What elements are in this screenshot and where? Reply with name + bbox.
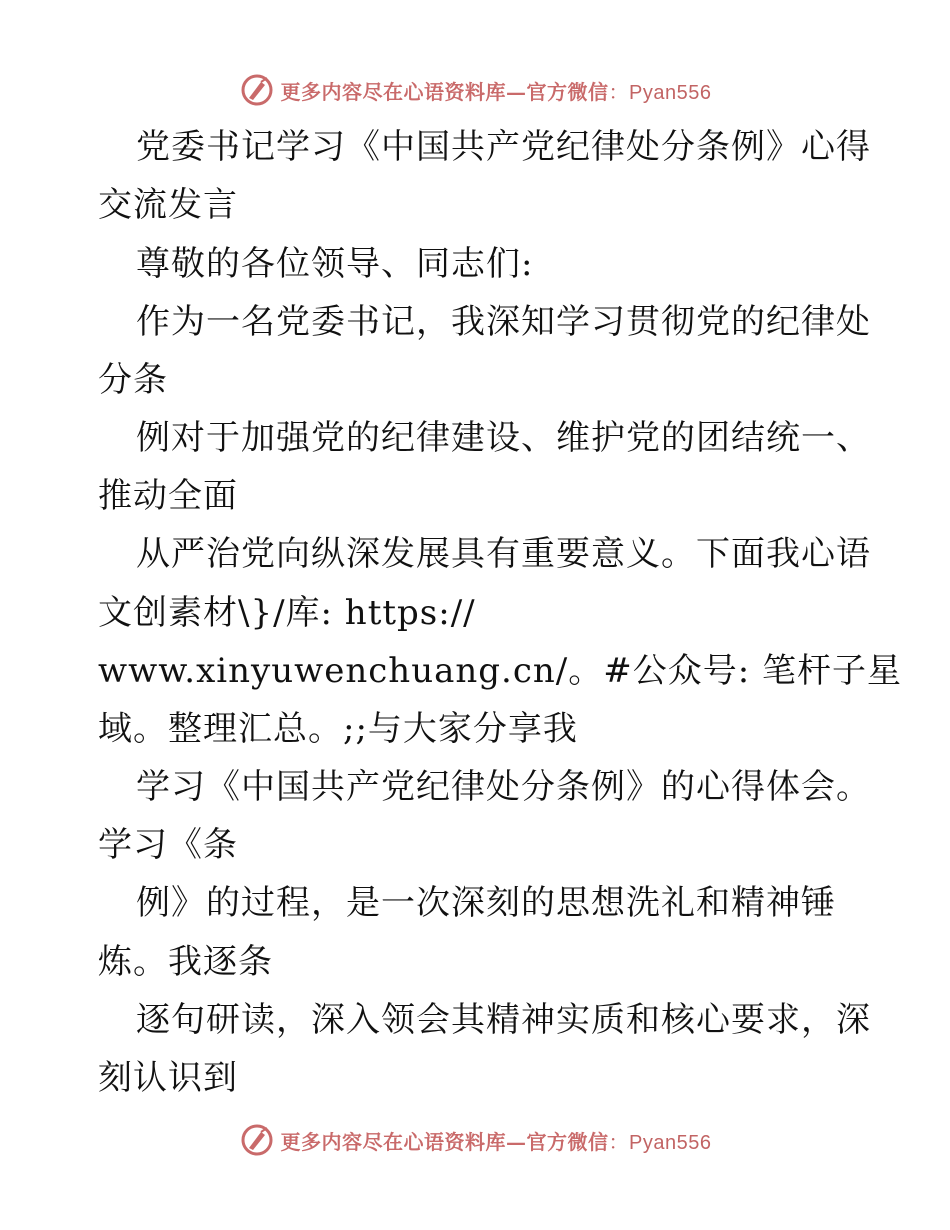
text-line: 域。整理汇总。;;与大家分享我	[98, 709, 578, 749]
text-line: 刻认识到	[98, 1058, 238, 1098]
header-banner-text	[281, 76, 712, 105]
footer-banner-text	[281, 1126, 712, 1155]
text-line: 党委书记学习《中国共产党纪律处分条例》心得	[136, 127, 871, 167]
text-line: www.xinyuwenchuang.cn/。#公众号: 笔杆子星	[98, 651, 902, 691]
text-line: 从严治党向纵深发展具有重要意义。下面我心语	[136, 534, 871, 574]
header-banner-main: 更多内容尽在心语资料库—官方微信	[280, 79, 609, 104]
footer-banner-wechat: ：Pyan556	[608, 1131, 712, 1154]
footer-banner	[0, 1120, 950, 1160]
text-line: 推动全面	[98, 476, 238, 516]
text-line: 交流发言	[98, 185, 238, 225]
text-line: 尊敬的各位领导、同志们:	[136, 244, 534, 284]
header-banner-wechat: ：Pyan556	[608, 81, 712, 104]
text-line: 例》的过程，是一次深刻的思想洗礼和精神锤	[136, 883, 836, 923]
quill-logo-icon	[239, 1122, 275, 1158]
text-line: 分条	[98, 360, 168, 400]
text-line: 逐句研读，深入领会其精神实质和核心要求，深	[136, 1000, 871, 1040]
text-line: 文创素材\}/库: https://	[98, 593, 476, 633]
quill-logo-icon	[239, 72, 275, 108]
header-banner	[0, 70, 950, 110]
text-line: 学习《中国共产党纪律处分条例》的心得体会。	[136, 767, 871, 807]
footer-banner-main: 更多内容尽在心语资料库—官方微信	[280, 1129, 609, 1154]
text-line: 炼。我逐条	[98, 942, 273, 982]
text-line: 学习《条	[98, 825, 238, 865]
text-line: 作为一名党委书记，我深知学习贯彻党的纪律处	[136, 302, 871, 342]
text-line: 例对于加强党的纪律建设、维护党的团结统一、	[136, 418, 871, 458]
